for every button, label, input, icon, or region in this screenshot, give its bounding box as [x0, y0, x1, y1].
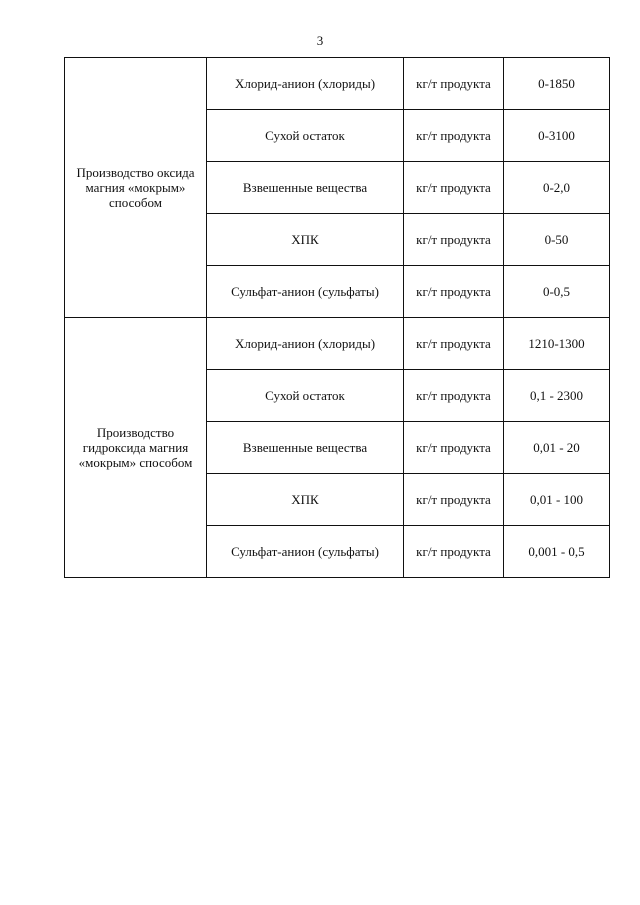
parameter-cell: Сульфат-анион (сульфаты) [207, 526, 404, 578]
value-cell: 1210-1300 [504, 318, 610, 370]
value-cell: 0,1 - 2300 [504, 370, 610, 422]
value-cell: 0-0,5 [504, 266, 610, 318]
unit-cell: кг/т продукта [404, 318, 504, 370]
parameter-cell: ХПК [207, 474, 404, 526]
value-cell: 0-2,0 [504, 162, 610, 214]
parameter-cell: Взвешенные вещества [207, 162, 404, 214]
value-cell: 0,001 - 0,5 [504, 526, 610, 578]
page-number: 3 [316, 33, 324, 48]
table-row [65, 58, 610, 110]
emissions-table [64, 57, 610, 578]
parameter-cell: Сухой остаток [207, 110, 404, 162]
unit-cell: кг/т продукта [404, 214, 504, 266]
parameter-cell: Хлорид-анион (хлориды) [207, 58, 404, 110]
table-row [65, 318, 610, 370]
value-cell: 0-50 [504, 214, 610, 266]
unit-cell: кг/т продукта [404, 370, 504, 422]
process-cell: Производство гидроксида магния «мокрым» способом [65, 318, 207, 578]
unit-cell: кг/т продукта [404, 526, 504, 578]
unit-cell: кг/т продукта [404, 422, 504, 474]
value-cell: 0,01 - 20 [504, 422, 610, 474]
unit-cell: кг/т продукта [404, 266, 504, 318]
unit-cell: кг/т продукта [404, 58, 504, 110]
parameter-cell: Взвешенные вещества [207, 422, 404, 474]
value-cell: 0,01 - 100 [504, 474, 610, 526]
process-cell: Производство оксида магния «мокрым» способом [65, 58, 207, 318]
value-cell: 0-1850 [504, 58, 610, 110]
parameter-cell: Хлорид-анион (хлориды) [207, 318, 404, 370]
unit-cell: кг/т продукта [404, 162, 504, 214]
unit-cell: кг/т продукта [404, 110, 504, 162]
parameter-cell: Сухой остаток [207, 370, 404, 422]
parameter-cell: Сульфат-анион (сульфаты) [207, 266, 404, 318]
parameter-cell: ХПК [207, 214, 404, 266]
unit-cell: кг/т продукта [404, 474, 504, 526]
value-cell: 0-3100 [504, 110, 610, 162]
